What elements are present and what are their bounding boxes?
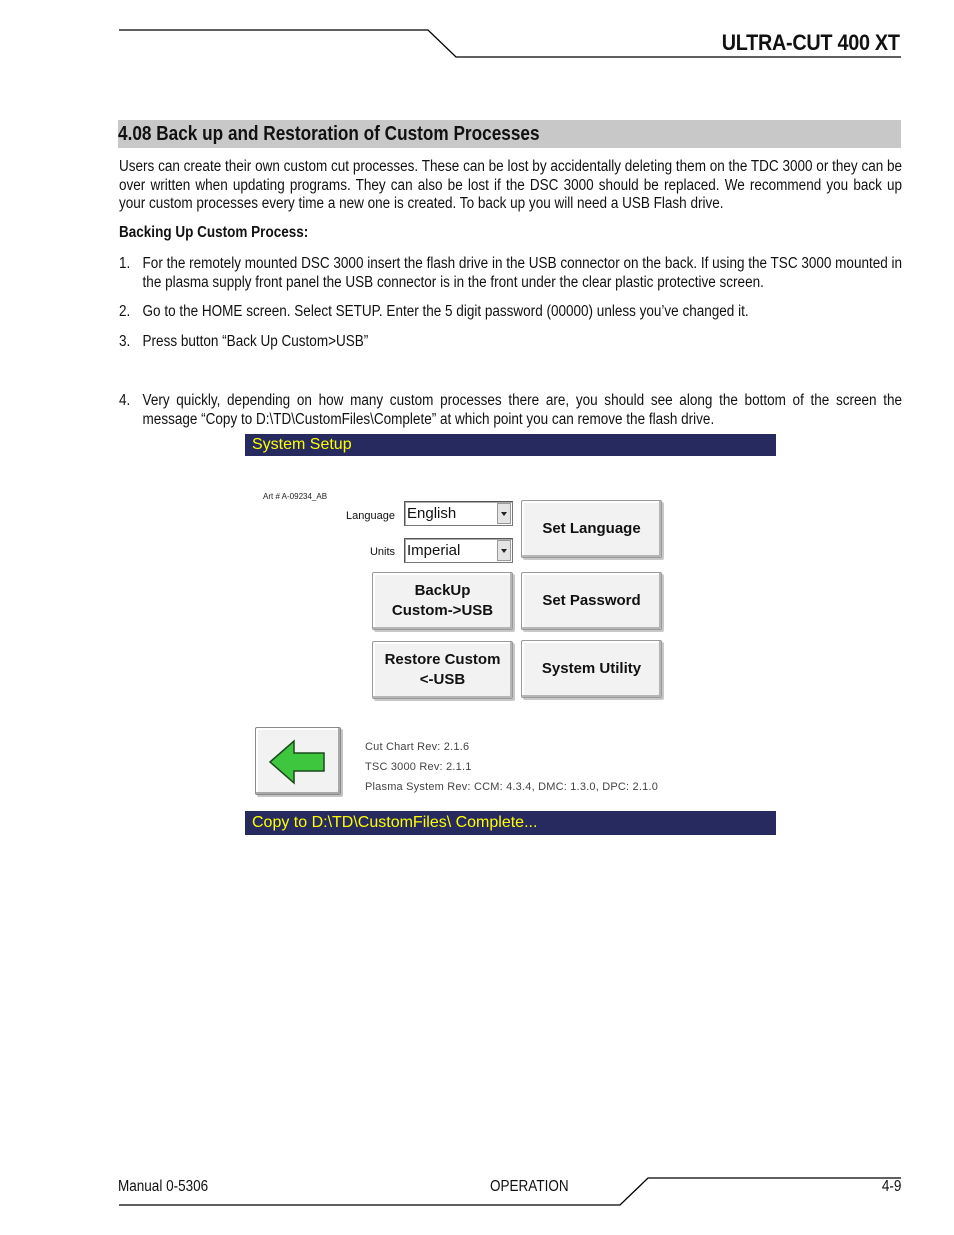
system-setup-screen [245, 434, 776, 836]
intro-paragraph: Users can create their own custom cut processes. These can be lost by accidentally deleting them on the TDC 3000 or they can be over written when updating programs. They can also be lost if the DSC 3000 should be replaced. We recommend you back up your custom processes every time a new one is created. To back up you will need a USB Flash drive. [119, 158, 903, 212]
backup-custom-usb-button[interactable]: BackUp Custom->USB [372, 572, 513, 630]
language-label: Language [346, 510, 395, 522]
step-text: For the remotely mounted DSC 3000 insert the flash drive in the USB connector on the back. If using the TSC 3000 mounted in the plasma supply front panel the USB connector is in the front under the clear plastic protective screen. [142, 255, 903, 291]
step-text: Very quickly, depending on how many custom processes there are, you should see along the bottom of the screen the message “Copy to D:\TD\CustomFiles\Complete” at which point you can remove the flash drive. [142, 392, 903, 428]
step-3 [119, 332, 902, 351]
tsc-revision: TSC 3000 Rev: 2.1.1 [365, 761, 472, 773]
step-number: 4. [119, 392, 131, 409]
step-number: 3. [119, 333, 131, 350]
footer-page: 4-9 [881, 1178, 901, 1195]
footer-section: OPERATION [490, 1178, 569, 1195]
section-title: 4.08 Back up and Restoration of Custom Processes [118, 123, 540, 145]
art-number: Art # A-09234_AB [263, 492, 328, 501]
left-arrow-icon [256, 728, 342, 796]
screen-title-bar: System Setup [245, 434, 776, 456]
step-4 [119, 391, 902, 429]
cut-chart-revision: Cut Chart Rev: 2.1.6 [365, 741, 470, 753]
plasma-system-revision: Plasma System Rev: CCM: 4.3.4, DMC: 1.3.0, DPC: 2.1.0 [365, 781, 659, 793]
step-text: Go to the HOME screen. Select SETUP. Enter the 5 digit password (00000) unless you’ve changed it. [142, 303, 749, 320]
status-bar: Copy to D:\TD\CustomFiles\ Complete... [245, 811, 776, 835]
footer-manual: Manual 0-5306 [118, 1178, 209, 1195]
product-title: ULTRA-CUT 400 XT [722, 30, 900, 55]
language-value: English [407, 505, 457, 522]
set-password-button[interactable]: Set Password [521, 572, 662, 630]
step-number: 2. [119, 303, 131, 320]
language-select[interactable] [404, 501, 513, 526]
units-value: Imperial [407, 542, 461, 559]
step-number: 1. [119, 255, 131, 272]
step-2 [119, 302, 902, 321]
restore-custom-usb-button[interactable]: Restore Custom <-USB [372, 641, 513, 699]
step-text: Press button “Back Up Custom>USB” [142, 333, 369, 350]
units-label: Units [369, 546, 395, 558]
chevron-down-icon[interactable] [497, 540, 511, 561]
units-select[interactable] [404, 538, 513, 563]
backing-up-heading: Backing Up Custom Process: [119, 224, 309, 241]
chevron-down-icon[interactable] [497, 503, 511, 524]
step-1 [119, 254, 902, 292]
back-button[interactable] [255, 727, 341, 795]
system-utility-button[interactable]: System Utility [521, 640, 662, 698]
set-language-button[interactable]: Set Language [521, 500, 662, 558]
section-heading-bar [118, 120, 901, 148]
